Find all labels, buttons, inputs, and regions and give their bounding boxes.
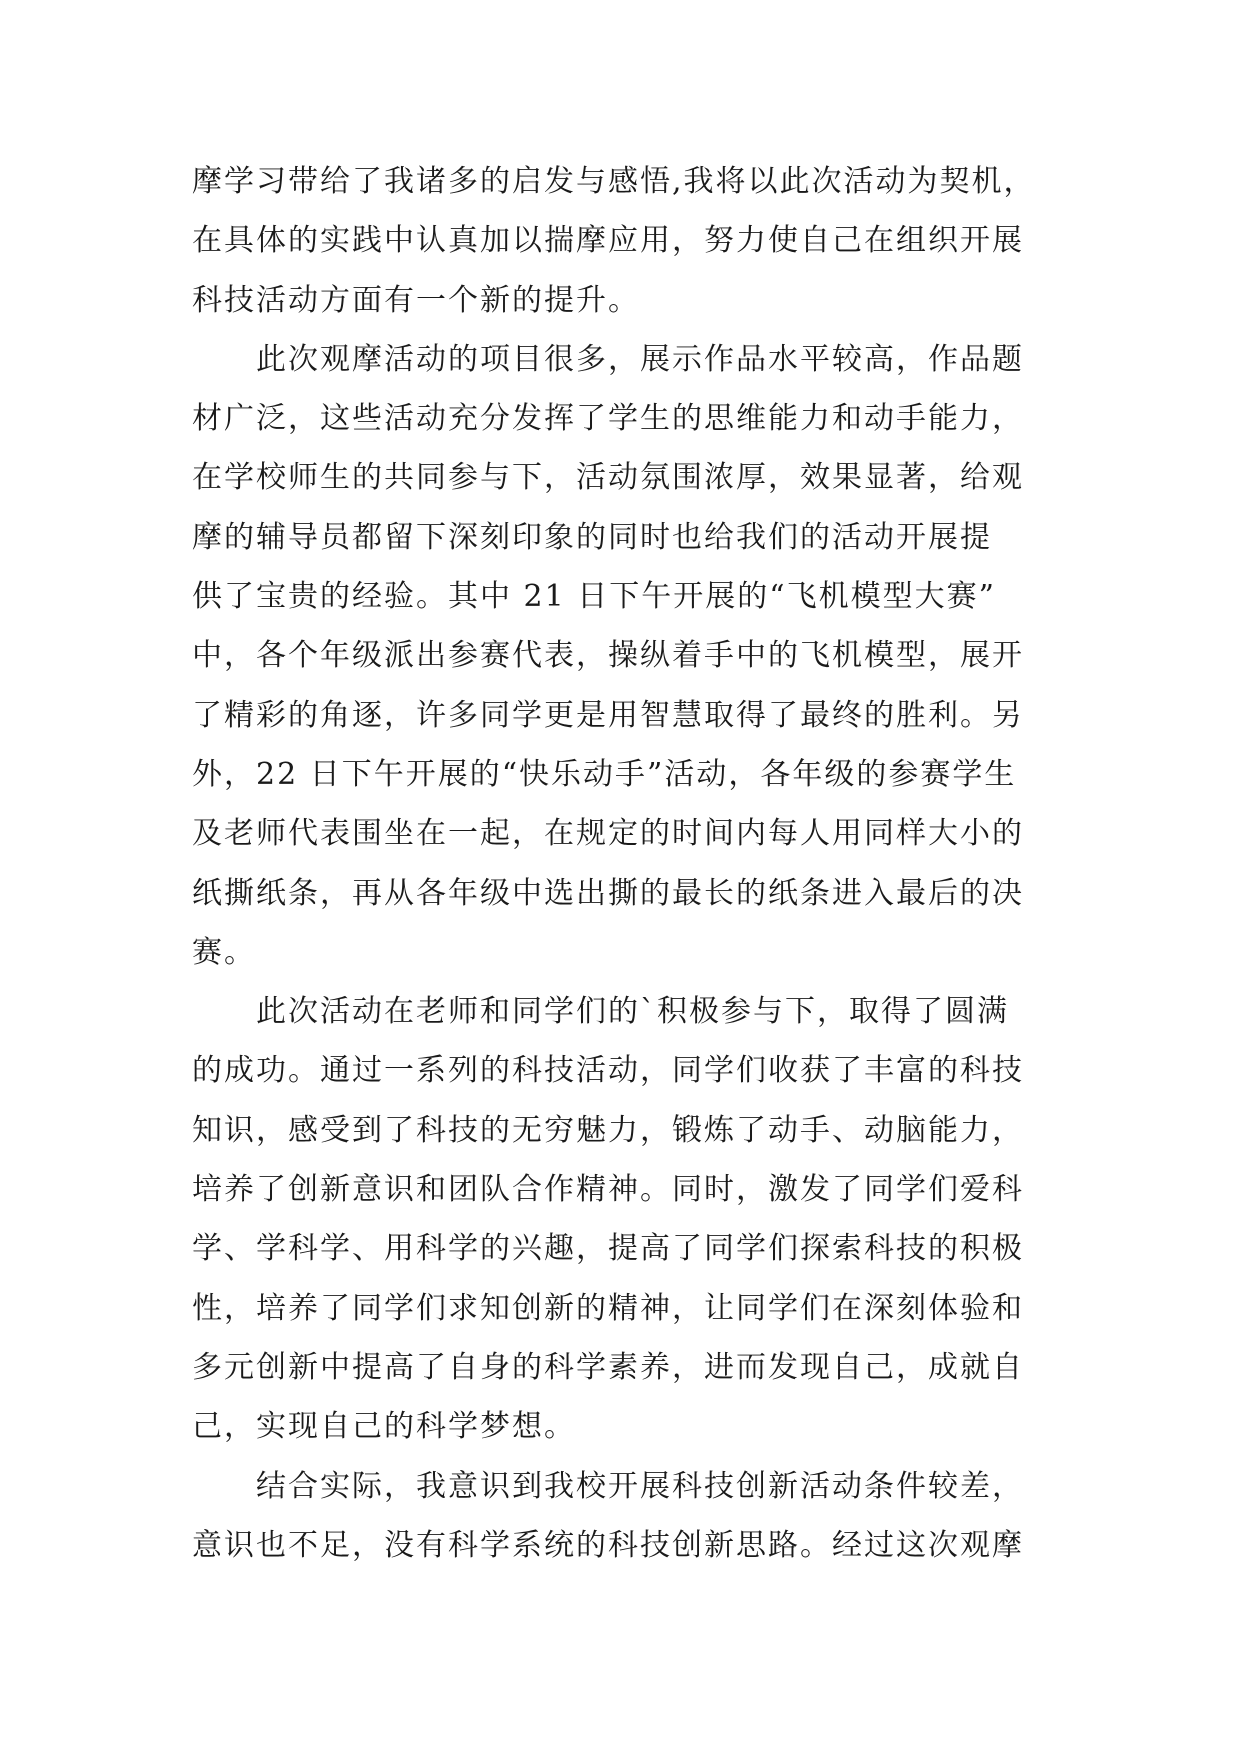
body-text xyxy=(192,152,1072,1575)
text-line: 的成功。通过一系列的科技活动，同学们收获了丰富的科技 xyxy=(192,1053,1024,1089)
text-line: 及老师代表围坐在一起，在规定的时间内每人用同样大小的 xyxy=(192,816,1024,852)
text-line: 科技活动方面有一个新的提升。 xyxy=(192,282,640,318)
paragraph-start-line: 结合实际，我意识到我校开展科技创新活动条件较差， xyxy=(256,1468,1024,1504)
text-line: 中，各个年级派出参赛代表，操纵着手中的飞机模型，展开 xyxy=(192,638,1024,674)
text-line: 在学校师生的共同参与下，活动氛围浓厚，效果显著，给观 xyxy=(192,460,1024,496)
paragraph-start-line: 此次观摩活动的项目很多，展示作品水平较高，作品题 xyxy=(256,341,1024,377)
text-line: 摩的辅导员都留下深刻印象的同时也给我们的活动开展提 xyxy=(192,519,992,555)
text-line: 外，22 日下午开展的“快乐动手”活动，各年级的参赛学生 xyxy=(192,756,1017,792)
text-line: 多元创新中提高了自身的科学素养，进而发现自己，成就自 xyxy=(192,1349,1024,1385)
text-line: 纸撕纸条，再从各年级中选出撕的最长的纸条进入最后的决 xyxy=(192,875,1024,911)
text-line: 意识也不足，没有科学系统的科技创新思路。经过这次观摩 xyxy=(192,1527,1024,1563)
text-line: 摩学习带给了我诸多的启发与感悟,我将以此次活动为契机， xyxy=(192,164,1036,199)
text-line: 学、学科学、用科学的兴趣，提高了同学们探索科技的积极 xyxy=(192,1231,1024,1267)
text-line: 材广泛，这些活动充分发挥了学生的思维能力和动手能力， xyxy=(192,401,1024,437)
text-line: 供了宝贵的经验。其中 21 日下午开展的“飞机模型大赛” xyxy=(192,579,996,615)
text-line: 性，培养了同学们求知创新的精神，让同学们在深刻体验和 xyxy=(192,1290,1024,1326)
paragraph-start-line: 此次活动在老师和同学们的`积极参与下，取得了圆满 xyxy=(256,994,1009,1030)
text-line: 培养了创新意识和团队合作精神。同时，激发了同学们爱科 xyxy=(192,1172,1024,1208)
text-line: 赛。 xyxy=(192,934,256,970)
text-line: 己，实现自己的科学梦想。 xyxy=(192,1409,576,1445)
text-line: 在具体的实践中认真加以揣摩应用，努力使自己在组织开展 xyxy=(192,223,1024,259)
text-line: 了精彩的角逐，许多同学更是用智慧取得了最终的胜利。另 xyxy=(192,697,1024,733)
text-line: 知识，感受到了科技的无穷魅力，锻炼了动手、动脑能力， xyxy=(192,1112,1024,1148)
